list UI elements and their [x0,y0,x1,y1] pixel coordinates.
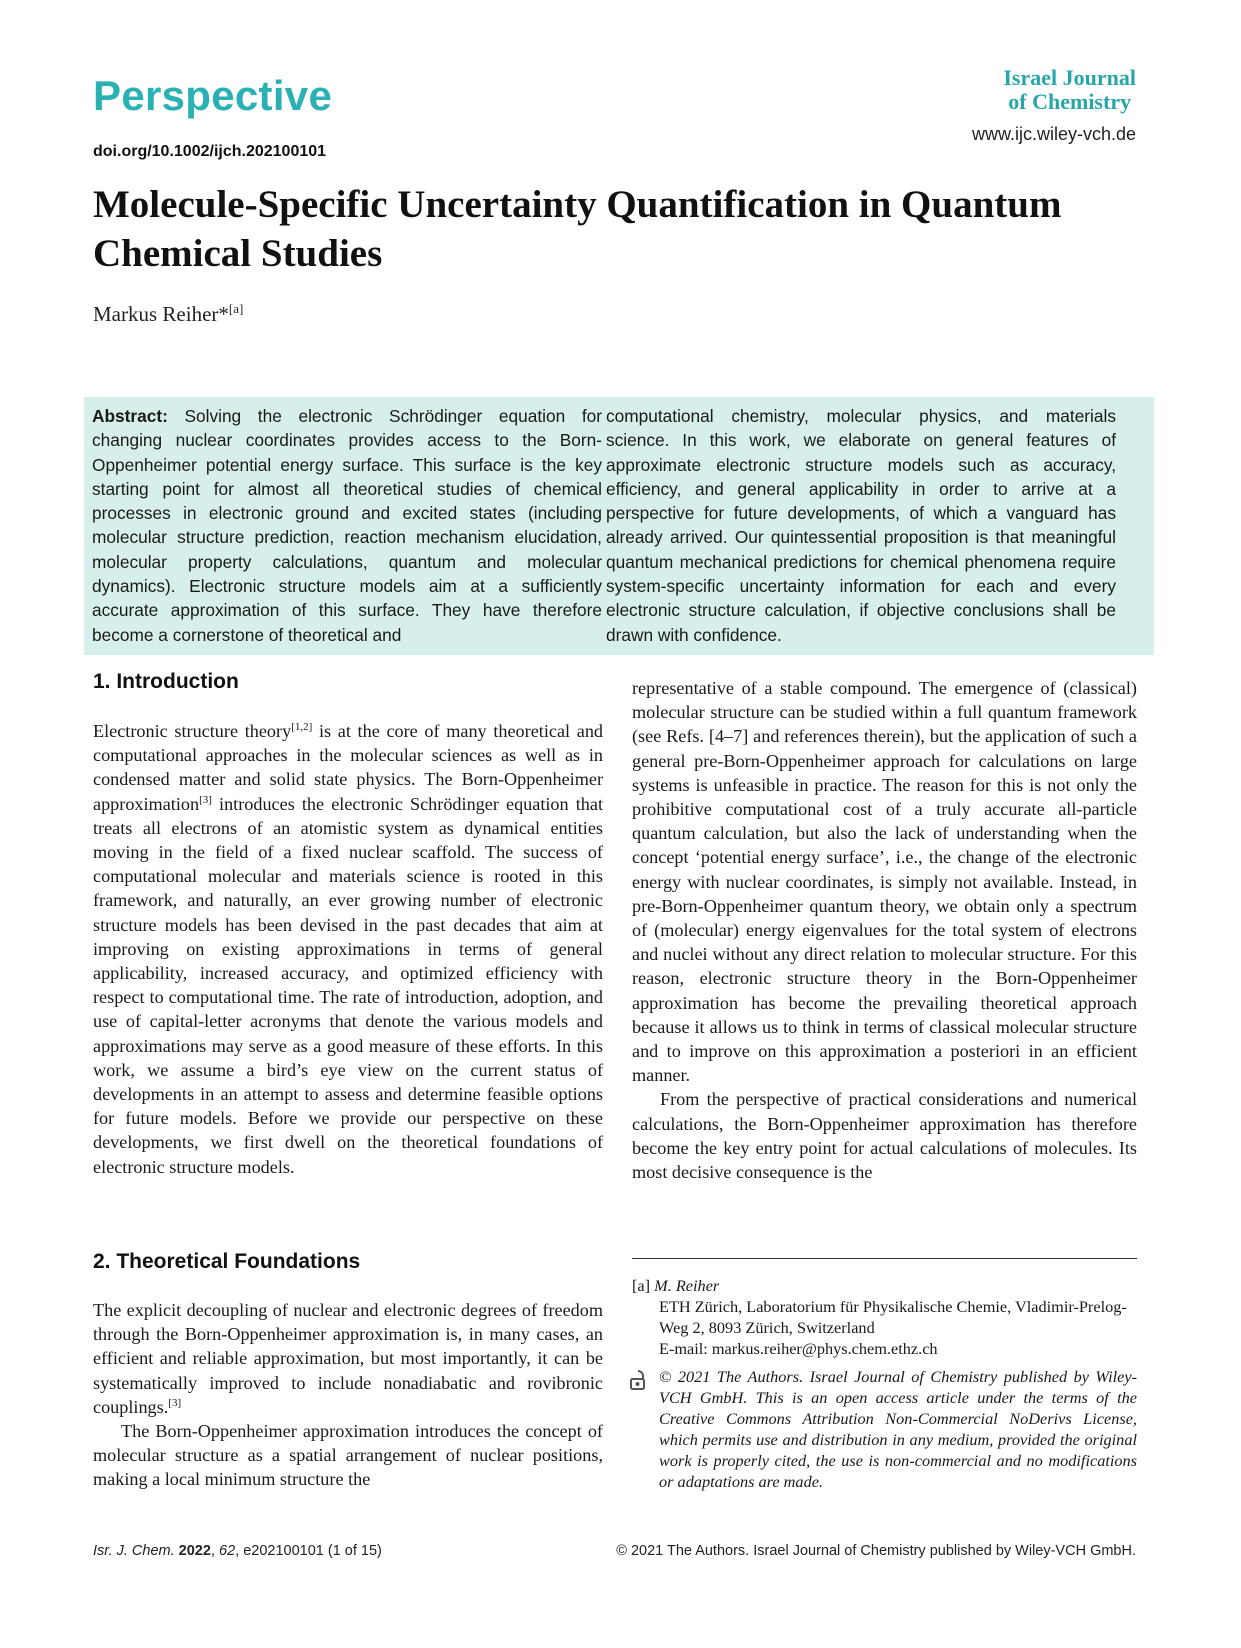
footnote-divider [632,1258,1137,1259]
intro-text-c: introduces the electronic Schrödinger equation that treats all electrons of an atomistic system as dynamical entities moving in the field of a fixed nuclear scaffold. The success of computational molecular and materials science is rooted in this framework, and naturally, an ever growing number of electronic structure models has been devised in the past decades that aim at improving on existing approximations in terms of general applicability, increased accuracy, and optimized efficiency with respect to computational time. The rate of introduction, adoption, and use of capital-letter acronyms that denote the various models and approximations may serve as a good measure of these efforts. In this work, we assume a bird’s eye view on the current status of developments in an attempt to assess and determine feasible options for future models. Before we provide our perspective on these developments, we first dwell on the theoretical foundations of electronic structure models. [93,793,603,1177]
footer-article-page: , e202100101 (1 of 15) [235,1543,382,1559]
introduction-heading: 1. Introduction [93,670,239,693]
footnote-email[interactable]: E-mail: markus.reiher@phys.chem.ethz.ch [659,1339,938,1358]
abstract-box [84,397,1154,655]
theory-paragraphs [93,1298,603,1492]
footnote-name-line [632,1275,1137,1296]
footnote-affiliation: ETH Zürich, Laboratorium für Physikalische Chemie, Vladimir-Prelog-Weg 2, 8093 Zürich, Switzerland [659,1297,1127,1337]
theory-text-a: The explicit decoupling of nuclear and electronic degrees of freedom through the Born-Oppenheimer approximation is, in many cases, an efficient and reliable approximation, but most importantly, it can be systematically improved to include nonadiabatic and rovibronic couplings. [93,1300,603,1417]
footnote-mark: [a] [632,1276,651,1295]
footer-volume: 62 [219,1543,236,1559]
license-notice [632,1366,1137,1492]
abstract-column-left [92,404,602,647]
footnote-name: M. Reiher [654,1276,720,1295]
footer-journal-abbrev: Isr. J. Chem. [93,1543,175,1559]
author-name: Markus Reiher* [93,302,229,326]
abstract-text-left: Solving the electronic Schrödinger equation for changing nuclear coordinates provides access to the Born-Oppenheimer potential energy surface. This surface is the key starting point for almost all theoretical studies of chemical processes in electronic ground and excited states (including molecular structure prediction, reaction mechanism elucidation, molecular property calculations, quantum and molecular dynamics). Electronic structure models aim at a sufficiently accurate approximation of this surface. They have therefore become a cornerstone of theoretical and [92,406,602,645]
right-paragraph-2: From the perspective of practical considerations and numerical calculations, the Born-Oppenheimer approximation has therefore become the key entry point for actual calculations of molecules. Its most decisive consequence is the [632,1089,1137,1183]
intro-text-b: is at the core of many theoretical and computational approaches in the molecular sciences as well as in condensed matter and solid state physics. The Born-Oppenheimer approximation [93,721,604,814]
journal-logo-line2: of Chemistry [1008,89,1132,114]
author-line [93,301,243,327]
abstract-column-right: computational chemistry, molecular physics, and materials science. In this work, we elaborate on general features of approximate electronic structure models such as accuracy, efficiency, and general applicability in order to arrive at a perspective for future developments, of which a vanguard has already arrived. Our quintessential proposition is that meaningful quantum mechanical predictions for chemical phenomena require system-specific uncertainty information for each and every electronic structure calculation, if objective conclusions shall be drawn with confidence. [606,406,1116,645]
citation-ref[interactable]: [1,2] [291,720,313,733]
right-paragraph-1: representative of a stable compound. The emergence of (classical) molecular structure can be studied within a full quantum framework (see Refs. [4–7] and references therein), but the application of such a general pre-Born-Oppenheimer approach for calculations on large systems is unfeasible in practice. The reason for this is not only the prohibitive computational cost of a truly accurate all-particle quantum calculation, but also the lack of understanding when the concept ‘potential energy surface’, i.e., the change of the electronic energy with nuclear coordinates, is simply not available. Instead, in pre-Born-Oppenheimer quantum theory, we obtain only a spectrum of (molecular) energy eigenvalues for the total system of electrons and nuclei without any direct relation to molecular structure. For this reason, electronic structure theory in the Born-Oppenheimer approximation has become the prevailing theoretical approach because it allows us to think in terms of classical molecular structure and to improve on this approximation a posteriori in an efficient manner. [632,678,1137,1086]
theoretical-foundations-heading: 2. Theoretical Foundations [93,1250,361,1273]
page-citation-footer: Isr. J. Chem. 2022, 62, e202100101 (1 of 15) [93,1543,382,1559]
section-label: Perspective [93,72,333,119]
footer-copyright: © 2021 The Authors. Israel Journal of Chemistry published by Wiley-VCH GmbH. [616,1543,1136,1559]
intro-text-a: Electronic structure theory [93,721,292,741]
citation-ref[interactable]: [3] [199,793,212,806]
affiliation-footnote [632,1275,1137,1359]
journal-url-link[interactable]: www.ijc.wiley-vch.de [971,124,1136,144]
footer-year: 2022 [178,1543,211,1559]
journal-logo [1003,66,1136,114]
introduction-paragraph [93,719,603,1179]
theory-paragraph-2: The Born-Oppenheimer approximation introduces the concept of molecular structure as a spatial arrangement of nuclear positions, making a local minimum structure the [93,1421,603,1490]
doi-link[interactable]: doi.org/10.1002/ijch.202100101 [93,143,327,160]
theory-paragraph-1 [93,1298,603,1419]
license-text: © 2021 The Authors. Israel Journal of Chemistry published by Wiley-VCH GmbH. This is an open access article under the terms of the Creative Commons Attribution Non-Commercial NoDerivs License, which permits use and distribution in any medium, provided the original work is properly cited, the use is non-commercial and no modifications or adaptations are made. [659,1367,1137,1491]
author-affil-mark[interactable]: [a] [228,301,244,316]
citation-ref[interactable]: [3] [168,1396,182,1409]
right-column-text [632,676,1137,1184]
abstract-label: Abstract: [92,406,168,426]
article-title: Molecule-Specific Uncertainty Quantification in Quantum Chemical Studies [93,183,1062,275]
journal-logo-line1: Israel Journal [1003,65,1136,90]
